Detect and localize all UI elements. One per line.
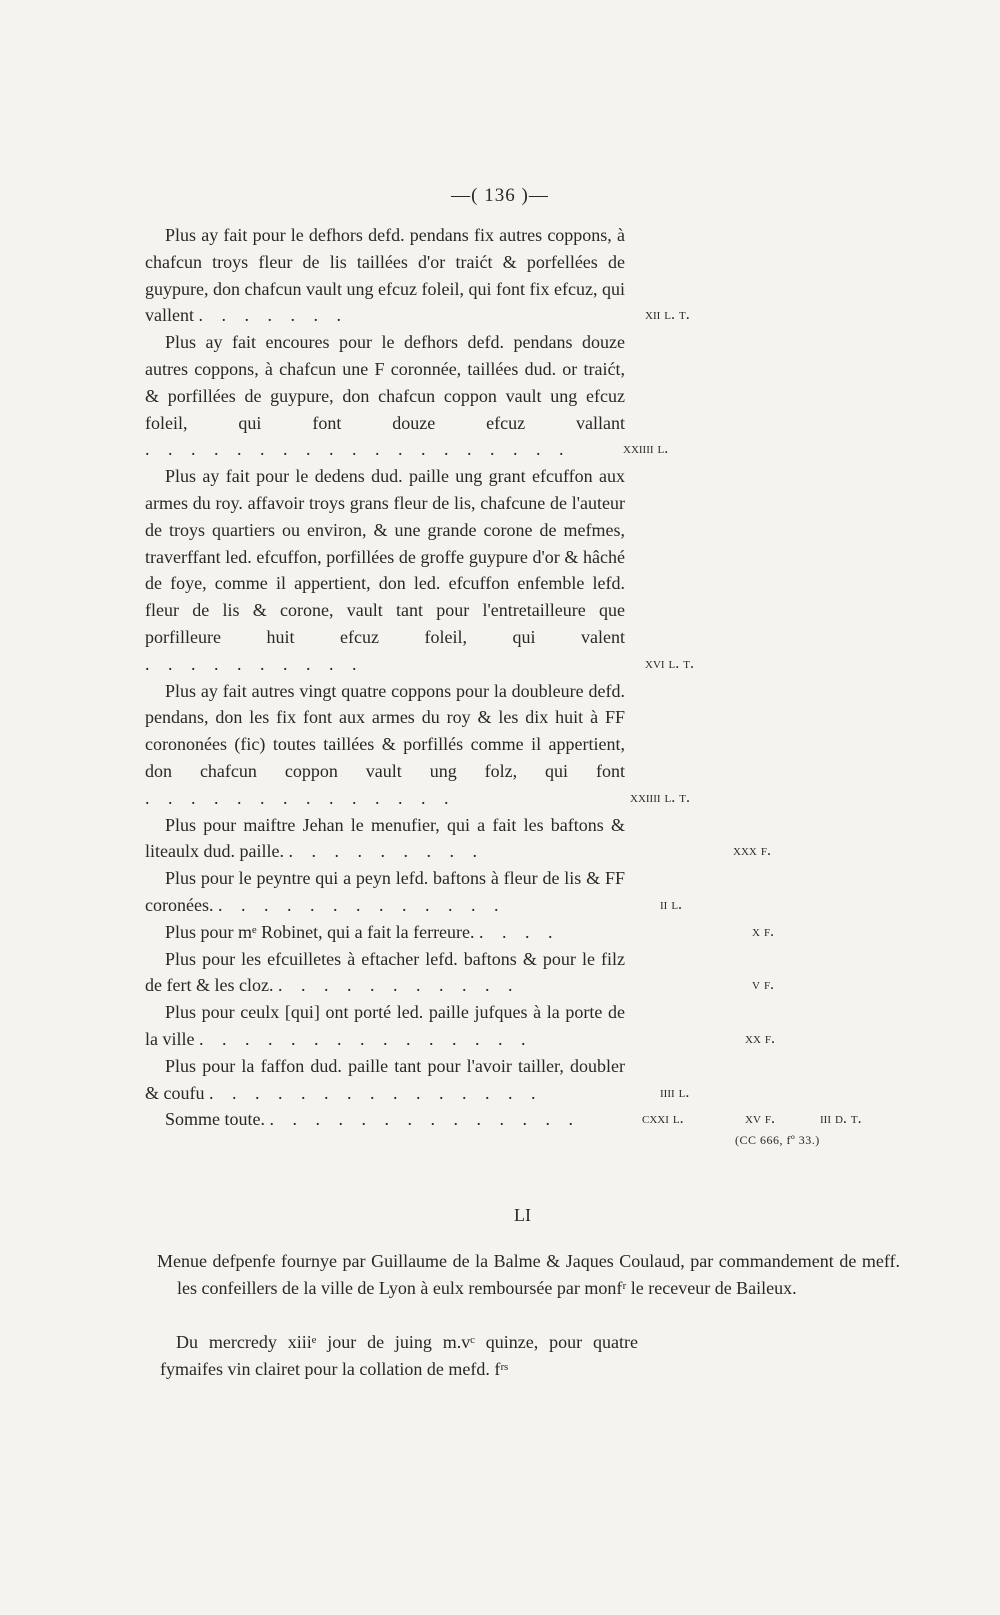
section-entry	[160, 1329, 638, 1383]
section-entry-text: Du mercredy xiiiᵉ jour de juing m.vᶜ quinze, pour quatre fymaifes vin clairet pour la collation de mefd. fʳˢ	[160, 1332, 638, 1379]
dot-leader: . . . . . . . . . . . . . . . . . . .	[145, 439, 571, 460]
amount-livres: iiii l.	[660, 1083, 690, 1101]
dot-leader: . . . . . . . . . . . . . . .	[198, 1028, 533, 1049]
entry-text: Plus pour ceulx [qui] ont porté led. paille jufques à la porte de la ville	[145, 1002, 625, 1049]
amount-livres: xxiiii l.	[623, 440, 669, 458]
account-entry	[145, 463, 694, 677]
dot-leader: . . . . . . . . . . . . . . .	[208, 1082, 543, 1103]
account-entry	[145, 919, 775, 946]
entry-text: Plus pour la faffon dud. paille tant pour l'avoir tailler, doubler & coufu	[145, 1055, 625, 1103]
account-entry	[145, 946, 775, 1000]
account-entry-total	[145, 1106, 862, 1133]
entry-text: Plus ay fait pour le defhors defd. pendans fix autres coppons, à chafcun troys fleur de lis taillées d'or traićt & porfellées de guypure, don chafcun vault ung efcuz foleil, qui font fix efcuz, qui vallent	[145, 225, 625, 326]
dot-leader: . . . .	[479, 921, 560, 942]
entry-text: Plus pour le peyntre qui a peyn lefd. baftons à fleur de lis & FF coronées.	[145, 868, 625, 915]
amount-livres: ii l.	[660, 895, 683, 913]
account-entry	[145, 329, 669, 463]
amount-livres: xxiiii l. t.	[630, 788, 690, 806]
amount-livres: cxxi l.	[642, 1110, 684, 1128]
dot-leader: . . . . . . . . . . . . .	[217, 894, 506, 915]
entry-text: Plus pour mᵉ Robinet, qui a fait la ferreure.	[165, 921, 475, 942]
dot-leader: . . . . . . . . . . . . . .	[269, 1109, 580, 1130]
entry-text: Somme toute.	[165, 1109, 265, 1130]
section-heading	[157, 1248, 900, 1302]
entry-text: Plus ay fait pour le dedens dud. paille ung grant efcuffon aux armes du roy. affavoir troys grans fleur de lis, chafcune de l'auteur de troys quartiers ou environ, & une grande corone de mefmes, traverffant led. efcuffon, porfillées de groffe guypure d'or & hâché de foye, comme il appertient, don led. efcuffon enfemble lefd. fleur de lis & corone, vault tant pour l'entretailleure que porfilleure huit efcuz foleil, qui valent	[145, 466, 625, 647]
source-reference: (CC 666, fº 33.)	[735, 1133, 820, 1147]
section-heading-text: Menue defpenfe fournye par Guillaume de la Balme & Jaques Coulaud, par commandement de meff. les confeillers de la ville de Lyon à eulx remboursée par monfʳ le receveur de Baileux.	[157, 1251, 900, 1298]
account-entry	[145, 222, 690, 329]
amount-sous: xv f.	[745, 1110, 776, 1128]
dot-leader: . . . . . . .	[198, 305, 348, 326]
dot-leader: . . . . . . . . .	[288, 841, 484, 862]
account-entry	[145, 812, 771, 866]
account-entry	[145, 865, 683, 919]
amount-livres: xvi l. t.	[645, 654, 694, 672]
amount-sous: v f.	[752, 976, 775, 994]
entry-text: Plus ay fait encoures pour le defhors defd. pendans douze autres coppons, à chafcun une F coronnée, taillées dud. or traićt, & porfillées de guypure, don chafcun coppon vault ung efcuz foleil, qui font douze efcuz vallant	[145, 332, 625, 433]
amount-livres: xii l. t.	[645, 306, 690, 324]
entry-text: Plus pour les efcuilletes à eftacher lefd. baftons & pour le filz de fert & les cloz.	[145, 948, 625, 996]
amount-deniers: iii d. t.	[820, 1110, 862, 1128]
amount-sous: xx f.	[745, 1029, 776, 1047]
account-entry	[145, 999, 776, 1053]
page-number: —( 136 )—	[451, 185, 549, 206]
entry-text: Plus pour maiftre Jehan le menufier, qui a fait les baftons & liteaulx dud. paille.	[145, 814, 625, 862]
dot-leader: . . . . . . . . . . .	[277, 975, 520, 996]
account-entry	[145, 1053, 690, 1107]
amount-sous: xxx f.	[733, 842, 771, 860]
entry-text: Plus ay fait autres vingt quatre coppons pour la doubleure defd. pendans, don les fix font aux armes du roy & les dix huit à FF corononées (fic) toutes taillées & porfillés comme il appertient, don chafcun coppon vault ung folz, qui font	[145, 680, 625, 781]
dot-leader: . . . . . . . . . . . . . .	[145, 787, 456, 808]
section-number: LI	[514, 1205, 531, 1225]
amount-sous: x f.	[752, 922, 775, 940]
account-entry	[145, 678, 690, 812]
account-entries	[145, 222, 862, 1133]
dot-leader: . . . . . . . . . .	[145, 653, 364, 674]
